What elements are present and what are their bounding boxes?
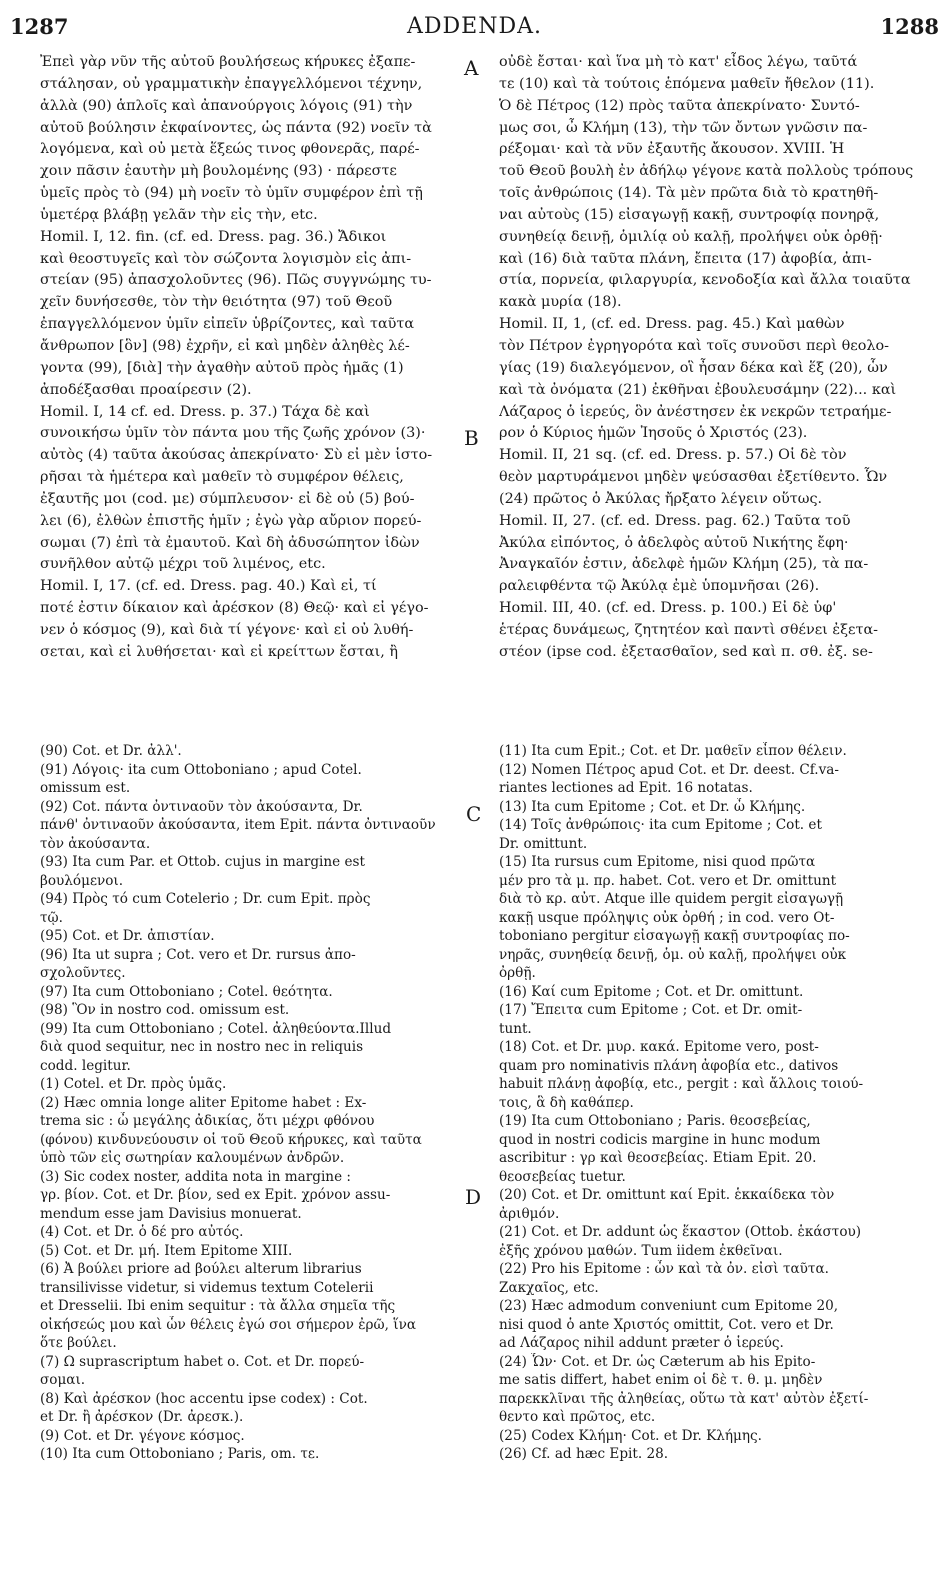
footnote-line: ὀρθῇ. [499,965,536,981]
text-line: ἐπαγγελλόμενον ὑμῖν εἰπεῖν ὑβρίζοντες, καὶ ταῦτα [40,316,415,333]
footnote-line: (2) Hæc omnia longe aliter Epitome habet : Ex- [40,1094,367,1111]
main-text-right-column [499,52,929,722]
footnote-line: ἐξῆς χρόνου μαθών. Tum iidem ἐκθεῖναι. [499,1242,783,1259]
footnote-line: (26) Cf. ad hæc Epit. 28. [499,1446,669,1462]
text-line: ἄνθρωπον [ὃν] (98) ἐχρῆν, εἰ καὶ μηδὲν ἀληθὲς λέ- [40,337,410,354]
margin-letter-c: C [466,802,482,826]
text-line: συνηθείᾳ δεινῇ, ὁμιλίᾳ οὐ καλῇ, προλήψει οὐκ ὀρθῇ· [499,228,883,245]
text-line: ποτέ ἐστιν δίκαιον καὶ ἀρέσκον (8) Θεῷ· καὶ εἰ γέγο- [40,600,429,617]
text-line: συνῆλθον αὐτῷ μέχρι τοῦ λιμένος, etc. [40,556,326,573]
footnote-line: et Dresselii. Ibi enim sequitur : τὰ ἄλλα σημεῖα τῆς [40,1298,396,1314]
page-number-left: 1287 [10,14,69,39]
footnote-line: (7) Ω suprascriptum habet ο. Cot. et Dr. πορεύ- [40,1353,365,1370]
footnote-line: (11) Ita cum Epit.; Cot. et Dr. μαθεῖν εἶπον θέλειν. [499,743,847,759]
footnote-line: (91) Λόγοις· ita cum Ottoboniano ; apud Cotel. [40,761,362,778]
footnote-line: ὑπὸ τῶν εἰς σωτηρίαν καλουμένων ἀνδρῶν. [40,1150,345,1166]
footnote-line: γρ. βίον. Cot. et Dr. βίον, sed ex Epit. χρόνον assu- [40,1187,391,1203]
footnote-line: (16) Καί cum Epitome ; Cot. et Dr. omittunt. [499,983,804,1000]
footnote-line: οἰκήσεώς μου καὶ ὧν θέλεις ἐγώ σοι σήμερον ἐρῶ, ἵνα [40,1316,417,1333]
text-line: Ὁ δὲ Πέτρος (12) πρὸς ταῦτα ἀπεκρίνατο· Συντό- [499,97,860,114]
footnote-line: codd. legitur. [40,1057,131,1074]
footnote-line: (14) Τοῖς ἀνθρώποις· ita cum Epitome ; Cot. et [499,817,822,833]
footnote-line: (22) Pro his Epitome : ὧν καὶ τὰ ὀν. εἰσὶ ταῦτα. [499,1261,829,1277]
footnote-line: μέν pro τὰ μ. πρ. habet. Cot. vero et Dr. omittunt [499,872,837,889]
text-line: Homil. II, 21 sq. (cf. ed. Dress. p. 57.) Οἱ δὲ τὸν [499,447,847,464]
footnote-line: et Dr. ἢ ἀρέσκον (Dr. ἀρεσκ.). [40,1409,244,1425]
text-line: Homil. III, 40. (cf. ed. Dress. p. 100.) Εἰ δὲ ὑφ' [499,600,837,617]
margin-letter-d: D [465,1185,482,1209]
text-line: Homil. I, 14 cf. ed. Dress. p. 37.) Τάχα δὲ καὶ [40,403,370,420]
footnote-line: (98) Ὃν in nostro cod. omissum est. [40,1002,290,1018]
footnote-line: (18) Cot. et Dr. μυρ. κακά. Epitome vero, post- [499,1039,819,1055]
footnote-line: mendum esse jam Davisius monuerat. [40,1205,302,1222]
footnote-line: (24) Ὧν· Cot. et Dr. ὡς Cæterum ab his Epito- [499,1353,816,1370]
text-line: στείαν (95) ἀπασχολοῦντες (96). Πῶς συγγνώμης τυ- [40,272,432,289]
footnote-line: (17) Ἔπειτα cum Epitome ; Cot. et Dr. omit- [499,1002,803,1018]
text-line: στέον (ipse cod. ἐξετασθαῖον, sed καὶ π. σθ. ἐξ. se- [499,643,873,660]
text-line: Ἀναγκαῖόν ἐστιν, ἀδελφὲ ἡμῶν Κλήμη (25), τὰ πα- [499,556,869,573]
footnotes-right-column [499,742,929,1560]
footnote-line: (6) Ἀ βούλει priore ad βούλει alterum librarius [40,1261,362,1277]
text-line: γοντα (99), [διὰ] τὴν ἀγαθὴν αὐτοῦ πρὸς ἡμᾶς (1) [40,359,404,376]
footnote-line: (1) Cotel. et Dr. πρὸς ὑμᾶς. [40,1076,227,1092]
text-line: ναι αὐτοὺς (15) εἰσαγωγῇ κακῇ, συντροφίᾳ πονηρᾷ, [499,206,880,223]
footnote-line: (95) Cot. et Dr. ἀπιστίαν. [40,928,215,944]
footnote-line: quod in nostri codicis margine in hunc modum [499,1131,821,1148]
text-line: καὶ τὰ ὀνόματα (21) ἐκθῆναι ἐβουλευσάμην (22)... καὶ [499,381,897,398]
main-text-left-column [40,52,460,722]
footnote-line: nisi quod ὁ ante Χριστός omittit, Cot. vero et Dr. [499,1316,834,1333]
footnote-line: θεοσεβείας tuetur. [499,1168,626,1185]
footnote-line: (15) Ita rursus cum Epitome, nisi quod πρῶτα [499,854,816,870]
text-line: Λάζαρος ὁ ἱερεύς, ὃν ἀνέστησεν ἐκ νεκρῶν τετραήμε- [499,403,892,420]
footnote-line: (23) Hæc admodum conveniunt cum Epitome 20, [499,1298,839,1314]
footnote-line: (93) Ita cum Par. et Ottob. cujus in margine est [40,854,365,870]
text-line: ρέξομαι· καὶ τὰ νῦν ἐξαυτῆς ἄκουσον. XVIII. Ἡ [499,141,845,158]
text-line: νεν ὁ κόσμος (9), καὶ διὰ τί γέγονε· καὶ εἰ οὐ λυθή- [40,621,414,638]
margin-letter-a: A [464,56,479,80]
footnote-line: τοις, ἃ δὴ καθάπερ. [499,1094,634,1111]
footnote-line: (94) Πρὸς τό cum Cotelerio ; Dr. cum Epit. πρὸς [40,891,371,907]
text-line: θεὸν μαρτυράμενοι μηδὲν ψεύσασθαι ἐξετίθεντο. Ὧν [499,469,888,486]
text-line: ραλειφθέντα τῷ Ἀκύλᾳ ἐμὲ ὑπομνῆσαι (26). [499,578,820,595]
text-line: μως σοι, ὦ Κλήμη (13), τὴν τῶν ὄντων γνῶσιν πα- [499,119,868,136]
footnote-line: (5) Cot. et Dr. μή. Item Epitome XIII. [40,1242,293,1259]
text-line: κακὰ μυρία (18). [499,294,622,311]
footnote-line: (25) Codex Κλήμη· Cot. et Dr. Κλήμης. [499,1427,762,1444]
footnote-line: omissum est. [40,780,131,796]
text-line: λει (6), ἐλθὼν ἐπιστῆς ἡμῖν ; ἐγὼ γὰρ αὔριον πορεύ- [40,512,422,529]
footnote-line: (4) Cot. et Dr. ὁ δέ pro αὐτός. [40,1224,244,1240]
text-line: ὑμεῖς πρὸς τὸ (94) μὴ νοεῖν τὸ ὑμῖν συμφέρον ἐπὶ τῇ [40,185,423,202]
footnote-line: ὅτε βούλει. [40,1335,117,1351]
text-line: Homil. II, 1, (cf. ed. Dress. pag. 45.) Καὶ μαθὼν [499,316,845,333]
footnote-line: Dr. omittunt. [499,835,588,852]
footnote-line: νηρᾶς, συνηθείᾳ δεινῇ, ὁμ. οὐ καλῇ, προλήψει οὐκ [499,946,847,963]
text-line: τε (10) καὶ τὰ τούτοις ἑπόμενα μαθεῖν ἤθελον (11). [499,75,875,92]
footnote-line: ascribitur : γρ καὶ θεοσεβείας. Etiam Epit. 20. [499,1150,817,1166]
text-line: ἐξαυτῆς μοι (cod. με) σύμπλευσον· εἰ δὲ οὐ (5) βού- [40,490,415,507]
footnote-line: Ζακχαῖος, etc. [499,1279,599,1296]
footnote-line: (99) Ita cum Ottoboniano ; Cotel. ἀληθεύοντα.Illud [40,1020,392,1037]
footnote-line: (21) Cot. et Dr. addunt ὡς ἕκαστον (Ottob. ἑκάστου) [499,1224,862,1240]
footnote-line: θεντο καὶ πρῶτος, etc. [499,1409,656,1425]
text-line: Homil. II, 27. (cf. ed. Dress. pag. 62.) Ταῦτα τοῦ [499,512,851,529]
text-line: σωμαι (7) ἐπὶ τὰ ἐμαυτοῦ. Καὶ δὴ ἀδυσώπητον ἰδὼν [40,534,420,551]
footnote-line: (8) Καὶ ἀρέσκον (hoc accentu ipse codex) : Cot. [40,1390,368,1407]
footnote-line: βουλόμενοι. [40,872,124,889]
page-number-right: 1288 [880,14,939,39]
text-line: αὐτοῦ βούλησιν ἐκφαίνοντες, ὡς πάντα (92) νοεῖν τὰ [40,119,432,136]
text-line: τὸν Πέτρον ἐγρηγορότα καὶ τοῖς συνοῦσι περὶ θεολο- [499,337,890,354]
footnote-line: habuit πλάνῃ ἀφοβίᾳ, etc., pergit : καὶ ἄλλοις τοιού- [499,1076,864,1092]
footnote-line: (92) Cot. πάντα ὀντιναοῦν τὸν ἀκούσαντα, Dr. [40,798,363,815]
footnote-line: πάνθ' ὀντιναοῦν ἀκούσαντα, item Epit. πάντα ὀντιναοῦν [40,817,436,833]
footnote-line: toboniano pergitur εἰσαγωγῇ κακῇ συντροφίας πο- [499,928,850,944]
footnote-line: σομαι. [40,1372,86,1388]
footnote-line: κακῇ usque πρόληψις οὐκ ὀρθή ; in cod. vero Ot- [499,909,835,926]
text-line: καὶ (16) διὰ ταῦτα πλάνη, ἔπειτα (17) ἀφοβία, ἀπι- [499,250,872,267]
footnote-line: (10) Ita cum Ottoboniano ; Paris, om. τε. [40,1446,320,1462]
footnote-line: (90) Cot. et Dr. ἀλλ'. [40,743,182,759]
text-line: καὶ θεοστυγεῖς καὶ τὸν σώζοντα λογισμὸν εἰς ἀπι- [40,250,412,267]
footnote-line: διὰ τὸ κρ. αὐτ. Atque ille quidem pergit εἰσαγωγῇ [499,891,844,907]
text-line: γίας (19) διαλεγόμενον, οἳ ἦσαν δέκα καὶ ἕξ (20), ὧν [499,359,888,376]
text-line: τοῦ Θεοῦ βουλὴ ἐν ἀδήλῳ γέγονε κατὰ πολλοὺς τρόπους [499,163,914,180]
footnote-line: riantes lectiones ad Epit. 16 notatas. [499,780,753,796]
text-line: ρον ὁ Κύριος ἡμῶν Ἰησοῦς ὁ Χριστός (23). [499,425,808,442]
text-line: συνοικήσω ὑμῖν τὸν πάντα μου τῆς ζωῆς χρόνον (3)· [40,425,426,442]
footnote-line: (12) Nomen Πέτρος apud Cot. et Dr. deest. Cf.va- [499,761,840,778]
footnote-line: transilivisse videtur, si videmus textum Cotelerii [40,1279,374,1296]
footnote-line: τὸν ἀκούσαντα. [40,835,151,852]
text-line: λογόμενα, καὶ οὐ μετὰ ἕξεώς τινος φθονερᾶς, παρέ- [40,141,420,158]
text-line: Homil. I, 12. fin. (cf. ed. Dress. pag. 36.) Ἄδικοι [40,228,387,245]
footnote-line: ad Λάζαρος nihil addunt præter ὁ ἱερεύς. [499,1335,784,1351]
footnote-line: σχολοῦντες. [40,965,126,981]
text-line: χεῖν δυνήσεσθε, τὸν τὴν θειότητα (97) τοῦ Θεοῦ [40,294,393,311]
footnote-line: (96) Ita ut supra ; Cot. vero et Dr. rursus ἀπο- [40,946,356,963]
text-line: Homil. I, 17. (cf. ed. Dress. pag. 40.) Καὶ εἰ, τί [40,578,377,595]
footnote-line: (9) Cot. et Dr. γέγονε κόσμος. [40,1427,245,1444]
text-line: ἑτέρας δυνάμεως, ζητητέον καὶ παντὶ σθένει ἐξετα- [499,621,879,638]
footnote-line: παρεκκλῖναι τῆς ἀληθείας, οὕτω τὰ κατ' αὐτὸν ἐξετί- [499,1390,869,1407]
footnote-line: trema sic : ὦ μεγάλης ἀδικίας, ὅτι μέχρι φθόνου [40,1113,375,1129]
footnote-line: (φόνου) κινδυνεύουσιν οἱ τοῦ Θεοῦ κήρυκες, καὶ ταῦτα [40,1131,422,1148]
text-line: σεται, καὶ εἰ λυθήσεται· καὶ εἰ κρείττων ἔσται, ἢ [40,643,399,660]
text-line: ἀλλὰ (90) ἁπλοῖς καὶ ἀπανούργοις λόγοις (91) τὴν [40,97,413,114]
footnote-line: quam pro nominativis πλάνη ἀφοβία etc., dativos [499,1057,839,1074]
footnote-line: (20) Cot. et Dr. omittunt καί Epit. ἑκκαίδεκα τὸν [499,1187,835,1203]
margin-letter-b: B [464,426,479,450]
footnotes-left-column [40,742,465,1560]
footnote-line: (19) Ita cum Ottoboniano ; Paris. θεοσεβείας, [499,1113,811,1129]
footnote-line: tunt. [499,1020,532,1037]
footnote-line: διὰ quod sequitur, nec in nostro nec in reliquis [40,1039,364,1055]
text-line: (24) πρῶτος ὁ Ἀκύλας ἤρξατο λέγειν οὕτως. [499,490,823,507]
footnote-line: (3) Sic codex noster, addita nota in margine : [40,1168,352,1185]
running-title: ADDENDA. [407,14,542,39]
text-line: οὐδὲ ἔσται· καὶ ἵνα μὴ τὸ κατ' εἶδος λέγω, ταῦτά [499,54,858,70]
footnote-line: me satis differt, habet enim οἱ δὲ τ. θ. μ. μηδὲν [499,1372,823,1388]
text-line: στάλησαν, οὐ γραμματικὴν ἐπαγγελλόμενοι τέχνην, [40,75,423,92]
text-line: ὑμετέρᾳ βλάβῃ γελᾶν τὴν εἰς τὴν, etc. [40,206,318,223]
footnote-line: (13) Ita cum Epitome ; Cot. et Dr. ὦ Κλήμης. [499,798,806,815]
text-line: χοιν πᾶσιν ἑαυτὴν μὴ βουλομένης (93) · πάρεστε [40,163,397,180]
running-header [10,14,939,44]
footnote-line: ἀριθμόν. [499,1205,560,1222]
footnote-line: (97) Ita cum Ottoboniano ; Cotel. θεότητα. [40,983,333,1000]
text-line: ρῆσαι τὰ ἡμέτερα καὶ μαθεῖν τὸ συμφέρον θέλεις, [40,469,404,486]
text-line: αὐτὸς (4) ταῦτα ἀκούσας ἀπεκρίνατο· Σὺ εἰ μὲν ἱστο- [40,447,433,464]
text-line: Ἐπεὶ γὰρ νῦν τῆς αὐτοῦ βουλήσεως κήρυκες ἐξαπε- [40,54,416,70]
text-line: τοῖς ἀνθρώποις (14). Τὰ μὲν πρῶτα διὰ τὸ κρατηθῆ- [499,185,879,202]
text-line: ἀποδέξασθαι προαίρεσιν (2). [40,381,252,398]
text-line: Ἀκύλα εἰπόντος, ὁ ἀδελφὸς αὐτοῦ Νικήτης ἔφη· [499,534,849,551]
text-line: στία, πορνεία, φιλαργυρία, κενοδοξία καὶ ἄλλα τοιαῦτα [499,272,911,289]
footnote-line: τῷ. [40,909,63,926]
